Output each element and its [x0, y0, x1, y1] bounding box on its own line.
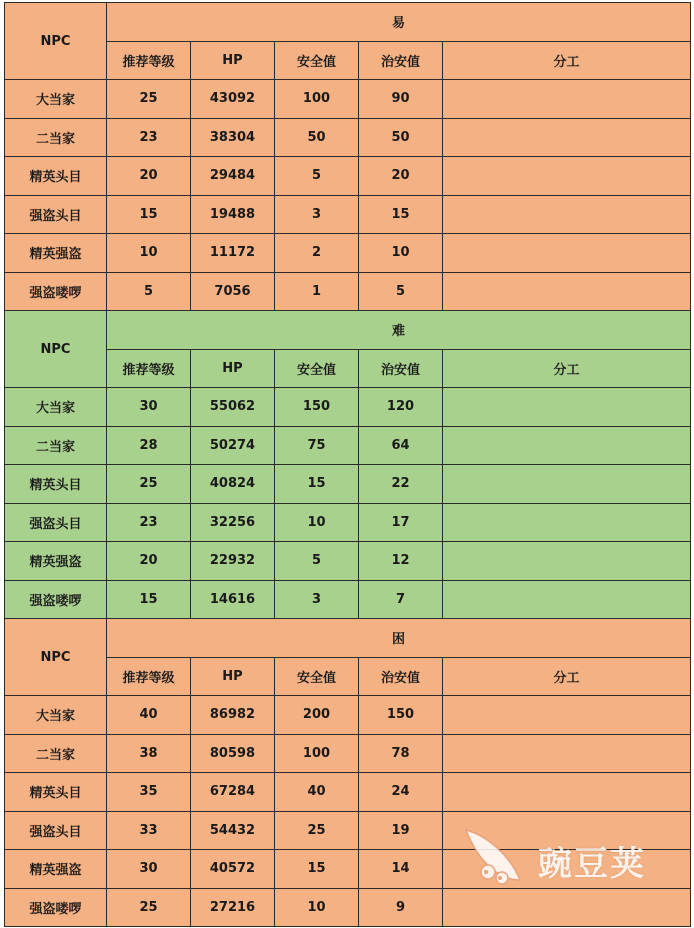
division-header: 分工: [443, 657, 691, 696]
safety-header: 安全值: [275, 41, 359, 80]
security-cell: 19: [359, 811, 443, 850]
level-header: 推荐等级: [107, 41, 191, 80]
level-cell: 10: [107, 234, 191, 273]
safety-cell: 10: [275, 888, 359, 927]
table-row: [5, 234, 691, 273]
difficulty-label: 困: [107, 619, 691, 658]
level-cell: 23: [107, 503, 191, 542]
npc-name-cell: 强盗头目: [5, 195, 107, 234]
hp-cell: 50274: [191, 426, 275, 465]
npc-stats-table: [4, 2, 691, 927]
hp-cell: 38304: [191, 118, 275, 157]
security-header: 治安值: [359, 41, 443, 80]
safety-cell: 40: [275, 773, 359, 812]
level-cell: 15: [107, 195, 191, 234]
npc-name-cell: 精英强盗: [5, 542, 107, 581]
npc-name-cell: 强盗喽啰: [5, 580, 107, 619]
table-row: [5, 696, 691, 735]
division-header: 分工: [443, 41, 691, 80]
division-cell: [443, 426, 691, 465]
section-header-row: [5, 3, 691, 42]
table-row: [5, 811, 691, 850]
table-row: [5, 580, 691, 619]
column-header-row: [5, 41, 691, 80]
npc-name-cell: 精英头目: [5, 157, 107, 196]
npc-name-cell: 二当家: [5, 118, 107, 157]
safety-header: 安全值: [275, 349, 359, 388]
safety-cell: 2: [275, 234, 359, 273]
safety-cell: 3: [275, 195, 359, 234]
division-cell: [443, 234, 691, 273]
hp-cell: 29484: [191, 157, 275, 196]
safety-cell: 15: [275, 850, 359, 889]
level-cell: 15: [107, 580, 191, 619]
npc-header: NPC: [5, 619, 107, 696]
safety-cell: 5: [275, 157, 359, 196]
table-row: [5, 734, 691, 773]
safety-cell: 100: [275, 734, 359, 773]
hp-cell: 14616: [191, 580, 275, 619]
npc-name-cell: 大当家: [5, 80, 107, 119]
security-cell: 78: [359, 734, 443, 773]
column-header-row: [5, 349, 691, 388]
security-cell: 10: [359, 234, 443, 273]
table-row: [5, 80, 691, 119]
npc-name-cell: 精英强盗: [5, 234, 107, 273]
section-header-row: [5, 311, 691, 350]
security-cell: 150: [359, 696, 443, 735]
table-row: [5, 272, 691, 311]
safety-cell: 5: [275, 542, 359, 581]
npc-name-cell: 精英强盗: [5, 850, 107, 889]
hp-cell: 54432: [191, 811, 275, 850]
security-cell: 14: [359, 850, 443, 889]
table-row: [5, 195, 691, 234]
hp-header: HP: [191, 657, 275, 696]
security-cell: 64: [359, 426, 443, 465]
safety-cell: 1: [275, 272, 359, 311]
level-cell: 28: [107, 426, 191, 465]
division-cell: [443, 734, 691, 773]
table-row: [5, 503, 691, 542]
difficulty-label: 易: [107, 3, 691, 42]
division-cell: [443, 888, 691, 927]
security-cell: 20: [359, 157, 443, 196]
safety-cell: 75: [275, 426, 359, 465]
hp-cell: 40572: [191, 850, 275, 889]
security-cell: 22: [359, 465, 443, 504]
table-row: [5, 388, 691, 427]
level-cell: 30: [107, 388, 191, 427]
safety-cell: 200: [275, 696, 359, 735]
division-cell: [443, 696, 691, 735]
hp-cell: 80598: [191, 734, 275, 773]
security-cell: 9: [359, 888, 443, 927]
npc-name-cell: 精英头目: [5, 465, 107, 504]
table-row: [5, 118, 691, 157]
hp-cell: 55062: [191, 388, 275, 427]
npc-name-cell: 强盗喽啰: [5, 888, 107, 927]
watermark-text: 豌豆荚: [538, 844, 646, 884]
hp-cell: 19488: [191, 195, 275, 234]
npc-name-cell: 精英头目: [5, 773, 107, 812]
difficulty-label: 难: [107, 311, 691, 350]
safety-cell: 50: [275, 118, 359, 157]
division-cell: [443, 465, 691, 504]
level-header: 推荐等级: [107, 349, 191, 388]
level-cell: 20: [107, 542, 191, 581]
table-body: [5, 3, 691, 927]
security-cell: 90: [359, 80, 443, 119]
npc-name-cell: 强盗喽啰: [5, 272, 107, 311]
table-row: [5, 426, 691, 465]
level-cell: 5: [107, 272, 191, 311]
hp-cell: 67284: [191, 773, 275, 812]
security-cell: 24: [359, 773, 443, 812]
safety-cell: 150: [275, 388, 359, 427]
division-cell: [443, 580, 691, 619]
hp-cell: 11172: [191, 234, 275, 273]
security-cell: 15: [359, 195, 443, 234]
security-cell: 17: [359, 503, 443, 542]
npc-name-cell: 大当家: [5, 696, 107, 735]
security-cell: 50: [359, 118, 443, 157]
division-cell: [443, 157, 691, 196]
safety-cell: 3: [275, 580, 359, 619]
npc-name-cell: 二当家: [5, 426, 107, 465]
hp-cell: 86982: [191, 696, 275, 735]
table-row: [5, 542, 691, 581]
security-cell: 7: [359, 580, 443, 619]
npc-name-cell: 强盗头目: [5, 811, 107, 850]
npc-name-cell: 二当家: [5, 734, 107, 773]
division-cell: [443, 503, 691, 542]
security-header: 治安值: [359, 349, 443, 388]
table-row: [5, 850, 691, 889]
safety-cell: 100: [275, 80, 359, 119]
level-cell: 25: [107, 888, 191, 927]
safety-header: 安全值: [275, 657, 359, 696]
division-header: 分工: [443, 349, 691, 388]
security-header: 治安值: [359, 657, 443, 696]
hp-header: HP: [191, 41, 275, 80]
level-cell: 25: [107, 80, 191, 119]
division-cell: [443, 388, 691, 427]
level-cell: 40: [107, 696, 191, 735]
table-row: [5, 773, 691, 812]
security-cell: 120: [359, 388, 443, 427]
division-cell: [443, 80, 691, 119]
division-cell: [443, 542, 691, 581]
table-row: [5, 888, 691, 927]
safety-cell: 10: [275, 503, 359, 542]
division-cell: [443, 195, 691, 234]
npc-name-cell: 大当家: [5, 388, 107, 427]
table-row: [5, 157, 691, 196]
npc-header: NPC: [5, 311, 107, 388]
hp-cell: 27216: [191, 888, 275, 927]
section-header-row: [5, 619, 691, 658]
level-cell: 38: [107, 734, 191, 773]
hp-cell: 7056: [191, 272, 275, 311]
hp-cell: 32256: [191, 503, 275, 542]
safety-cell: 15: [275, 465, 359, 504]
level-cell: 35: [107, 773, 191, 812]
security-cell: 5: [359, 272, 443, 311]
security-cell: 12: [359, 542, 443, 581]
level-cell: 20: [107, 157, 191, 196]
level-cell: 23: [107, 118, 191, 157]
level-header: 推荐等级: [107, 657, 191, 696]
hp-cell: 22932: [191, 542, 275, 581]
hp-header: HP: [191, 349, 275, 388]
division-cell: [443, 272, 691, 311]
npc-name-cell: 强盗头目: [5, 503, 107, 542]
division-cell: [443, 773, 691, 812]
npc-header: NPC: [5, 3, 107, 80]
division-cell: [443, 811, 691, 850]
hp-cell: 40824: [191, 465, 275, 504]
column-header-row: [5, 657, 691, 696]
level-cell: 30: [107, 850, 191, 889]
hp-cell: 43092: [191, 80, 275, 119]
division-cell: [443, 118, 691, 157]
table-row: [5, 465, 691, 504]
safety-cell: 25: [275, 811, 359, 850]
level-cell: 25: [107, 465, 191, 504]
division-cell: [443, 850, 691, 889]
level-cell: 33: [107, 811, 191, 850]
